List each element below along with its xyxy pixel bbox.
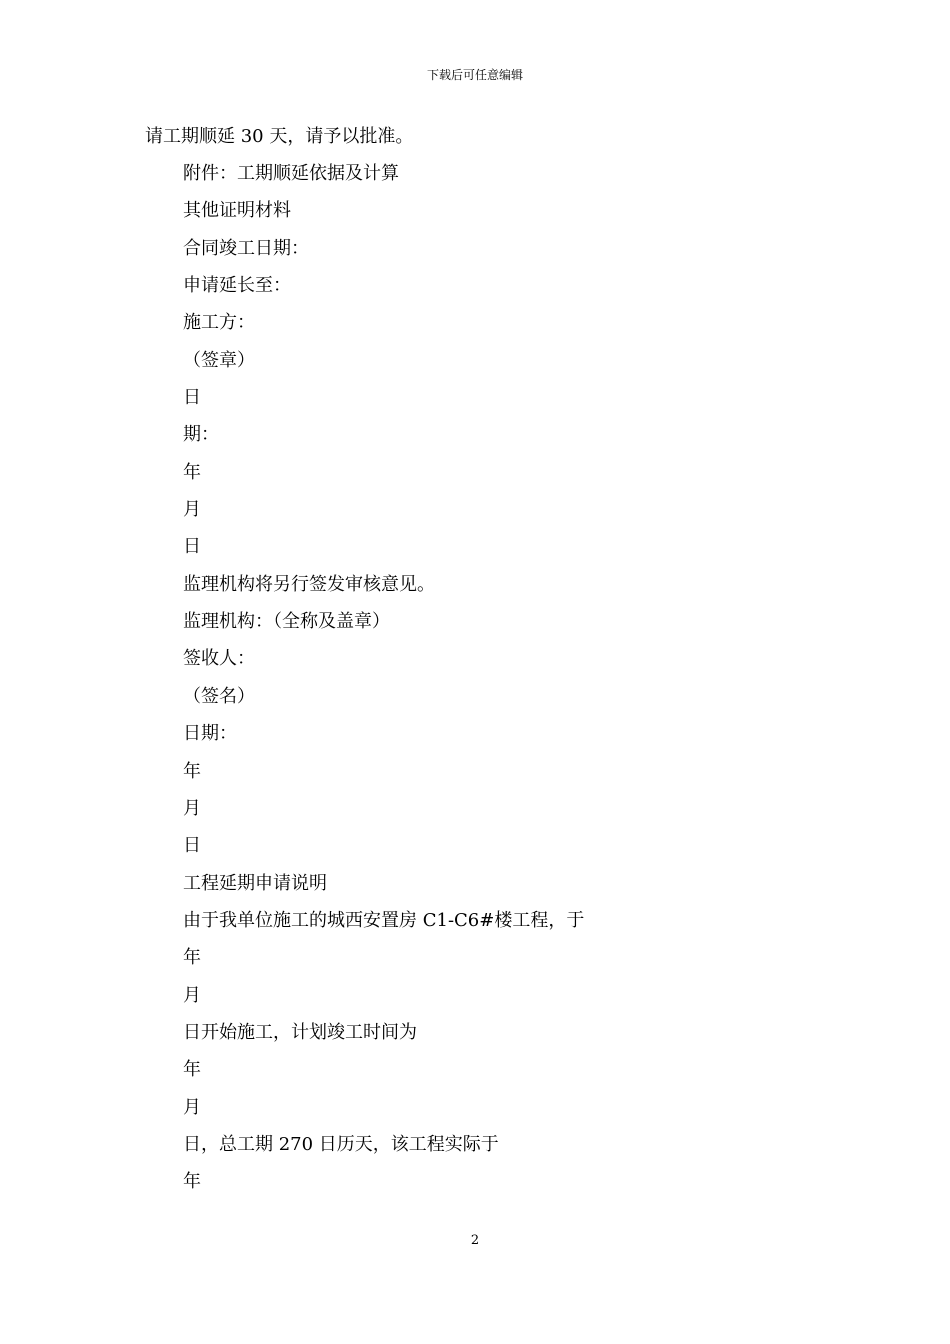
body-line: 附件：工期顺延依据及计算 bbox=[183, 163, 399, 184]
body-line: 施工方： bbox=[183, 312, 255, 334]
body-line: 日开始施工，计划竣工时间为 bbox=[183, 1021, 417, 1043]
body-line: （签章） bbox=[183, 349, 255, 371]
body-line: 日 bbox=[183, 387, 201, 409]
body-line: 月 bbox=[183, 499, 201, 521]
body-line: 年 bbox=[183, 461, 201, 483]
continued-request-line: 请工期顺延 30 天，请予以批准。 bbox=[145, 126, 414, 147]
body-line: 由于我单位施工的城西安置房 C1-C6#楼工程，于 bbox=[183, 909, 585, 931]
body-line: 日期： bbox=[183, 723, 237, 745]
body-line: 合同竣工日期： bbox=[183, 237, 309, 259]
body-line: 月 bbox=[183, 1096, 201, 1118]
body-line: 年 bbox=[183, 1171, 201, 1193]
section-title: 工程延期申请说明 bbox=[183, 872, 327, 894]
page-number: 2 bbox=[470, 1233, 480, 1248]
body-line: 年 bbox=[183, 1059, 201, 1081]
body-line: 签收人： bbox=[183, 648, 255, 670]
body-line: 月 bbox=[183, 797, 201, 819]
body-line: （签名） bbox=[183, 685, 255, 707]
body-line: 监理机构：（全称及盖章） bbox=[183, 611, 390, 633]
body-line: 年 bbox=[183, 760, 201, 782]
body-line: 期： bbox=[183, 424, 219, 446]
body-line: 日，总工期 270 日历天，该工程实际于 bbox=[183, 1133, 499, 1155]
body-line: 其他证明材料 bbox=[183, 200, 291, 222]
body-line: 日 bbox=[183, 835, 201, 857]
document-body bbox=[183, 162, 584, 1208]
body-line: 日 bbox=[183, 536, 201, 558]
page-header: 下载后可任意编辑 bbox=[426, 68, 523, 82]
body-line: 申请延长至： bbox=[183, 275, 291, 297]
body-line: 月 bbox=[183, 984, 201, 1006]
body-line: 年 bbox=[183, 947, 201, 969]
body-line: 监理机构将另行签发审核意见。 bbox=[183, 573, 435, 595]
